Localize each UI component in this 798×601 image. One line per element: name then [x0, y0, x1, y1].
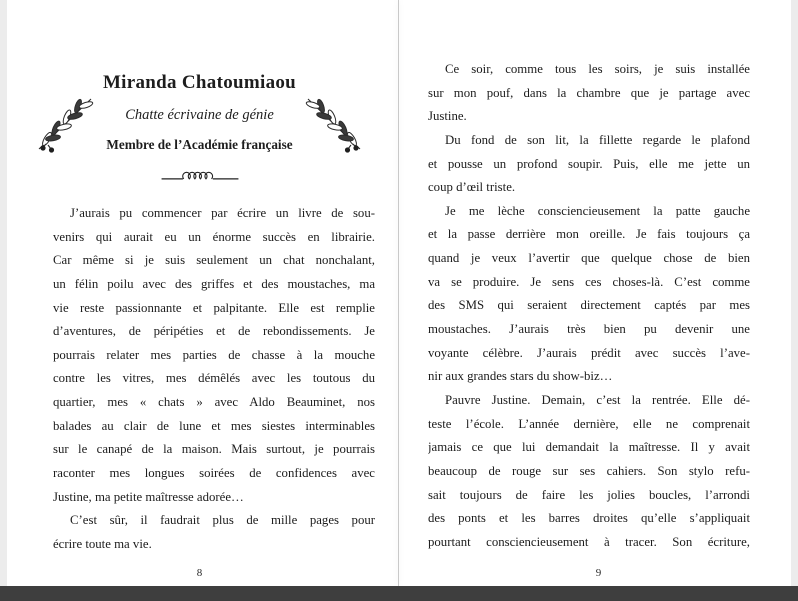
page-number-left: 8: [196, 567, 203, 579]
page-gutter: [398, 0, 399, 586]
text-line: Du fond de son lit, la fillette regarde le plafond: [445, 132, 750, 147]
paragraph: [428, 389, 750, 554]
text-line: Justine, ma petite maîtresse adorée…: [53, 489, 244, 504]
text-line: Car même si je suis seulement un chat nonchalant,: [53, 253, 375, 268]
text-line: C’est sûr, il faudrait plus de mille pages pour: [70, 513, 375, 528]
paragraph: [428, 129, 750, 200]
chapter-header: [0, 0, 399, 187]
paragraph: [53, 202, 375, 509]
text-line: et pousse un profond soupir. Puis, elle me jette un: [428, 156, 750, 171]
text-line: va se produire. Je sens ces choses-là. C’est comme: [428, 274, 750, 289]
text-line: des SMS qui seraient directement captés par mes: [428, 298, 750, 313]
text-line: et la passe derrière mon oreille. Je fais toujours ça: [428, 227, 750, 242]
text-line: sur mon pouf, dans la chambre que je partage avec: [428, 85, 750, 100]
text-line: moustaches. J’aurais très bien pu devenir une: [428, 322, 750, 337]
chapter-title: Miranda Chatoumiaou: [102, 72, 297, 93]
text-line: Je me lèche consciencieusement la patte gauche: [445, 203, 750, 218]
text-line: balades au clair de lune et mes siestes interminables: [53, 418, 375, 433]
paragraph: [53, 509, 375, 556]
text-line: pourtant consciencieusement à tracer. Son écriture,: [428, 534, 750, 549]
text-line: pourrais relater mes parties de chasse à la mouche: [53, 347, 375, 362]
text-line: raconter mes longues soirées de confidences avec: [53, 466, 375, 481]
right-page: [399, 0, 798, 586]
text-line: J’aurais pu commencer par écrire un livre de sou-: [70, 206, 375, 220]
paragraph: [428, 58, 750, 129]
olive-branch-right-icon: [301, 92, 365, 154]
squiggle-divider-icon: [159, 169, 241, 187]
text-line: sur le canapé de la maison. Mais surtout, je pourrais: [53, 442, 375, 457]
chapter-subtitle: Chatte écrivaine de génie: [125, 107, 274, 123]
text-line: coup d’œil triste.: [428, 180, 516, 195]
text-line: voyante célèbre. J’aurais prédit avec succès l’ave-: [428, 345, 750, 360]
right-page-text: [428, 0, 750, 554]
text-line: des ponts et les barres droites qu’elle s’appliquait: [428, 511, 750, 526]
chapter-affiliation: Membre de l’Académie française: [106, 137, 293, 152]
text-line: beaucoup de rouge sur ses cahiers. Son stylo refu-: [428, 463, 750, 478]
text-line: teste l’école. L’année dernière, elle ne comprenait: [428, 416, 750, 431]
text-line: écrire toute ma vie.: [53, 536, 152, 551]
text-line: Pauvre Justine. Demain, c’est la rentrée. Elle dé-: [445, 392, 750, 407]
text-line: d’aventures, de péripéties et de rebondissements. Je: [53, 324, 375, 339]
left-page-text: [53, 202, 375, 557]
text-line: quand je veux l’avertir que quelque chose de bien: [428, 251, 750, 266]
text-line: Ce soir, comme tous les soirs, je suis installée: [445, 62, 750, 76]
olive-branch-left-icon: [34, 92, 98, 154]
text-line: vie reste passionnante et palpitante. Elle est remplie: [53, 300, 375, 315]
text-line: quartier, mes « chats » avec Aldo Beauminet, nos: [53, 395, 375, 410]
bottom-bar: [0, 586, 798, 601]
text-line: jamais ce que lui demandait la maîtresse. Il y avait: [428, 440, 750, 455]
text-line: venirs qui aurait eu un énorme succès en librairie.: [53, 229, 375, 244]
text-line: nir aux grandes stars du show-biz…: [428, 369, 613, 384]
page-number-right: 9: [595, 567, 602, 579]
text-line: sait toujours de faire les jolies boucles, l’arrondi: [428, 487, 750, 502]
text-line: Justine.: [428, 109, 467, 124]
paragraph: [428, 200, 750, 389]
text-line: contre les vitres, mes démêlés avec les toutous du: [53, 371, 375, 386]
left-page: [0, 0, 399, 586]
text-line: un félin poilu avec des griffes et des moustaches, ma: [53, 276, 375, 291]
